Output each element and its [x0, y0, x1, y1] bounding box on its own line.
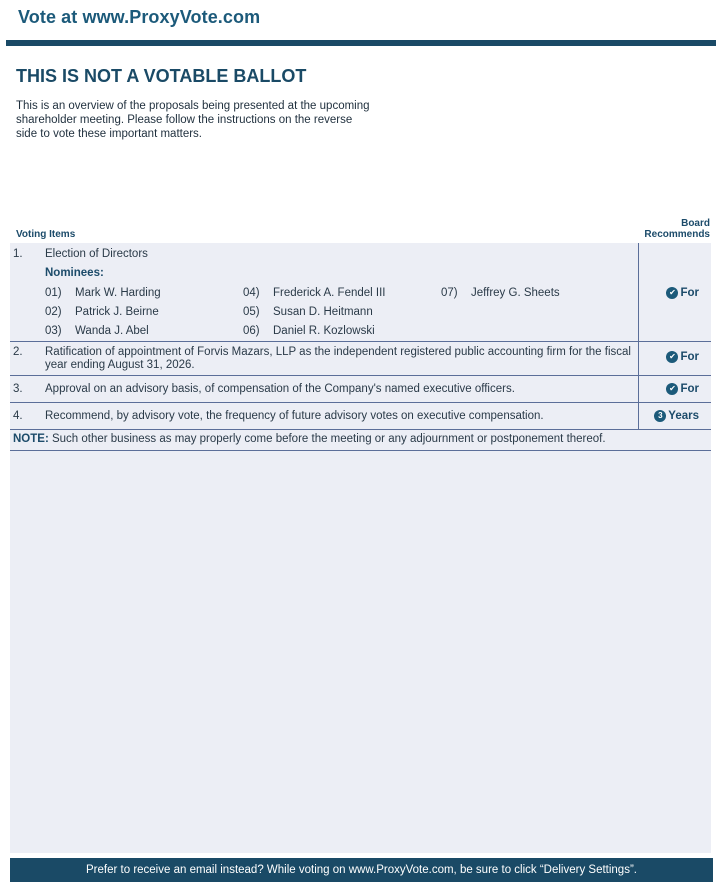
nominee: 07) Jeffrey G. Sheets — [441, 287, 560, 299]
nominee: 04) Frederick A. Fendel III — [243, 287, 386, 299]
item-number: 3. — [13, 383, 23, 395]
board-recommendation: ✔ For — [666, 383, 699, 395]
nominees-label: Nominees: — [45, 267, 104, 279]
nominee: 02) Patrick J. Beirne — [45, 306, 159, 318]
voting-item-row — [10, 342, 711, 376]
item-number: 4. — [13, 410, 23, 422]
footer-banner: Prefer to receive an email instead? While voting on www.ProxyVote.com, be sure to click “Delivery Settings”. — [10, 858, 713, 882]
check-circle-icon: ✔ — [666, 383, 678, 395]
check-circle-icon: ✔ — [666, 287, 678, 299]
item-text: Ratification of appointment of Forvis Mazars, LLP as the independent registered public accounting firm for the fiscal year ending August 31, 2026. — [45, 346, 631, 371]
intro-text: This is an overview of the proposals being presented at the upcoming shareholder meeting. Please follow the instructions on the reverse side to vote these important matters. — [16, 100, 370, 140]
board-recommends-header: Board Recommends — [644, 218, 710, 240]
nominee: 06) Daniel R. Kozlowski — [243, 325, 375, 337]
site-title: Vote at www.ProxyVote.com — [18, 7, 261, 27]
nominee: 03) Wanda J. Abel — [45, 325, 149, 337]
column-divider — [638, 376, 639, 402]
voting-items-header: Voting Items — [16, 229, 76, 240]
note-text: NOTE: Such other business as may properly come before the meeting or any adjournment or postponement thereof. — [13, 433, 606, 445]
nominee: 05) Susan D. Heitmann — [243, 306, 373, 318]
column-divider — [638, 403, 639, 429]
number-3-circle-icon: 3 — [654, 410, 666, 422]
item-text: Election of Directors — [45, 248, 148, 260]
page-heading: THIS IS NOT A VOTABLE BALLOT — [16, 66, 307, 86]
voting-item-row — [10, 403, 711, 430]
nominee: 01) Mark W. Harding — [45, 287, 161, 299]
board-recommendation: ✔ For — [666, 351, 699, 363]
item-text: Approval on an advisory basis, of compensation of the Company's named executive officers. — [45, 383, 515, 395]
voting-item-row — [10, 243, 711, 342]
note-divider — [10, 450, 711, 451]
header-divider-bar — [6, 40, 716, 46]
voting-item-row — [10, 376, 711, 403]
item-text: Recommend, by advisory vote, the frequency of future advisory votes on executive compensation. — [45, 410, 544, 422]
column-divider — [638, 243, 639, 341]
board-recommendation: ✔ For — [666, 287, 699, 299]
board-recommendation: 3 Years — [654, 410, 699, 422]
check-circle-icon: ✔ — [666, 351, 678, 363]
item-number: 2. — [13, 346, 23, 358]
item-number: 1. — [13, 248, 23, 260]
column-divider — [638, 342, 639, 375]
